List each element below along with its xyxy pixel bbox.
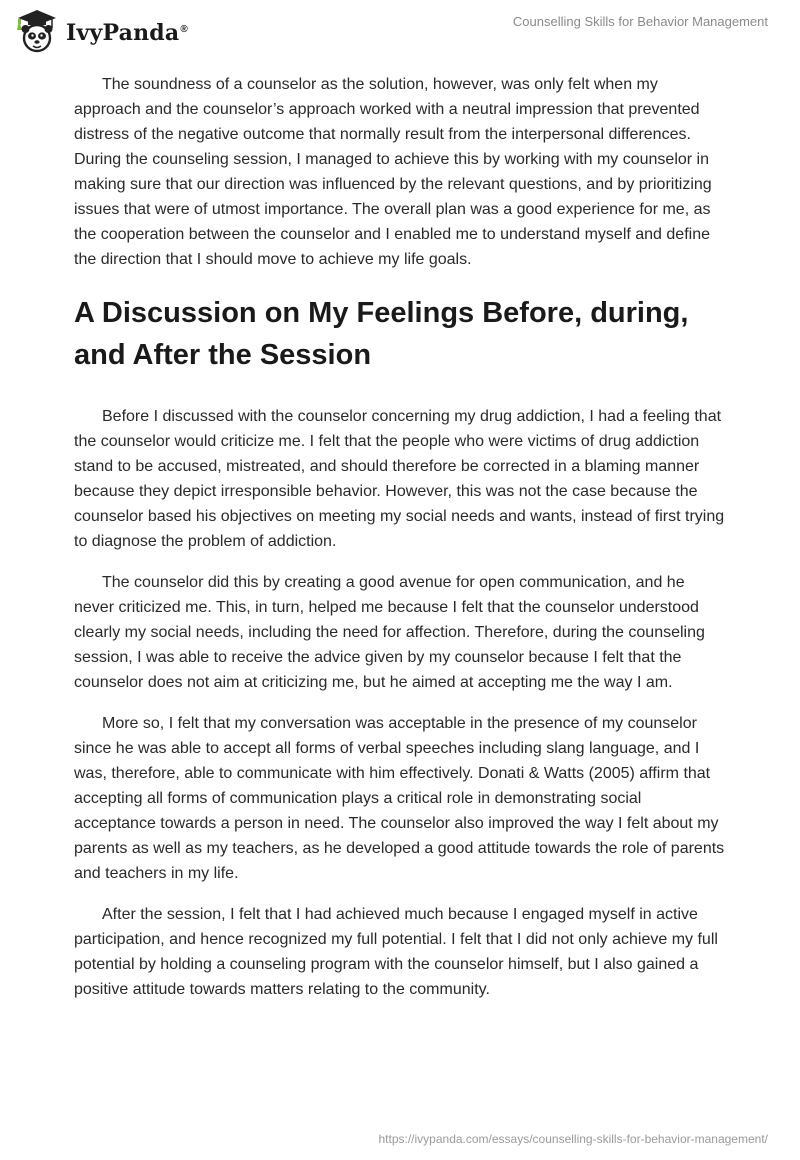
registered-mark: ® — [180, 23, 188, 35]
brand-name: IvyPanda® — [66, 20, 188, 46]
paragraph: After the session, I felt that I had achieved much because I engaged myself in active participation, and hence recognized my full potential. I felt that I did not only achieve my full potential by holding a counseling program with the counselor himself, but I also gained a positive attitude towards matters relating to the community. — [74, 906, 718, 998]
source-url[interactable]: https://ivypanda.com/essays/counselling-skills-for-behavior-management/ — [378, 1132, 768, 1146]
paragraph: The soundness of a counselor as the solution, however, was only felt when my approach and the counselor’s approach worked with a neutral impression that prevented distress of the negative outcome that normally result from the interpersonal differences. During the counseling session, I managed to achieve this by working with my counselor in making sure that our direction was influenced by the relevant questions, and by prioritizing issues that were of utmost importance. The overall plan was a good experience for me, as the cooperation between the counselor and I enabled me to understand myself and define the direction that I should move to achieve my life goals. — [74, 76, 712, 268]
essay-body — [74, 72, 726, 1018]
paragraph: Before I discussed with the counselor concerning my drug addiction, I had a feeling that the counselor would criticize me. I felt that the people who were victims of drug addiction stand to be accused, mistreated, and should therefore be corrected in a blaming manner because they depict irresponsible behavior. However, this was not the case because the counselor based his objectives on meeting my social needs and wants, instead of first trying to diagnose the problem of addiction. — [74, 408, 725, 550]
paragraph: The counselor did this by creating a good avenue for open communication, and he never criticized me. This, in turn, helped me because I felt that the counselor understood clearly my social needs, including the need for affection. Therefore, during the counseling session, I was able to receive the advice given by my counselor because I felt that the counselor does not aim at criticizing me, but he aimed at accepting me the way I am. — [74, 574, 705, 691]
panda-graduate-icon — [14, 8, 60, 54]
ivypanda-logo[interactable] — [14, 8, 188, 54]
paragraph: More so, I felt that my conversation was acceptable in the presence of my counselor since he was able to accept all forms of verbal speeches including slang language, and I was, therefore, able to communicate with him effectively. Donati & Watts (2005) affirm that accepting all forms of communication plays a critical role in demonstrating social acceptance towards a person in need. The counselor also improved the way I felt about my parents as well as my teachers, as he developed a good attitude towards the role of parents and teachers in my life. — [74, 715, 725, 882]
document-title: Counselling Skills for Behavior Management — [512, 14, 768, 29]
section-heading: A Discussion on My Feelings Before, during, and After the Session — [74, 297, 689, 371]
page-header — [0, 0, 800, 60]
